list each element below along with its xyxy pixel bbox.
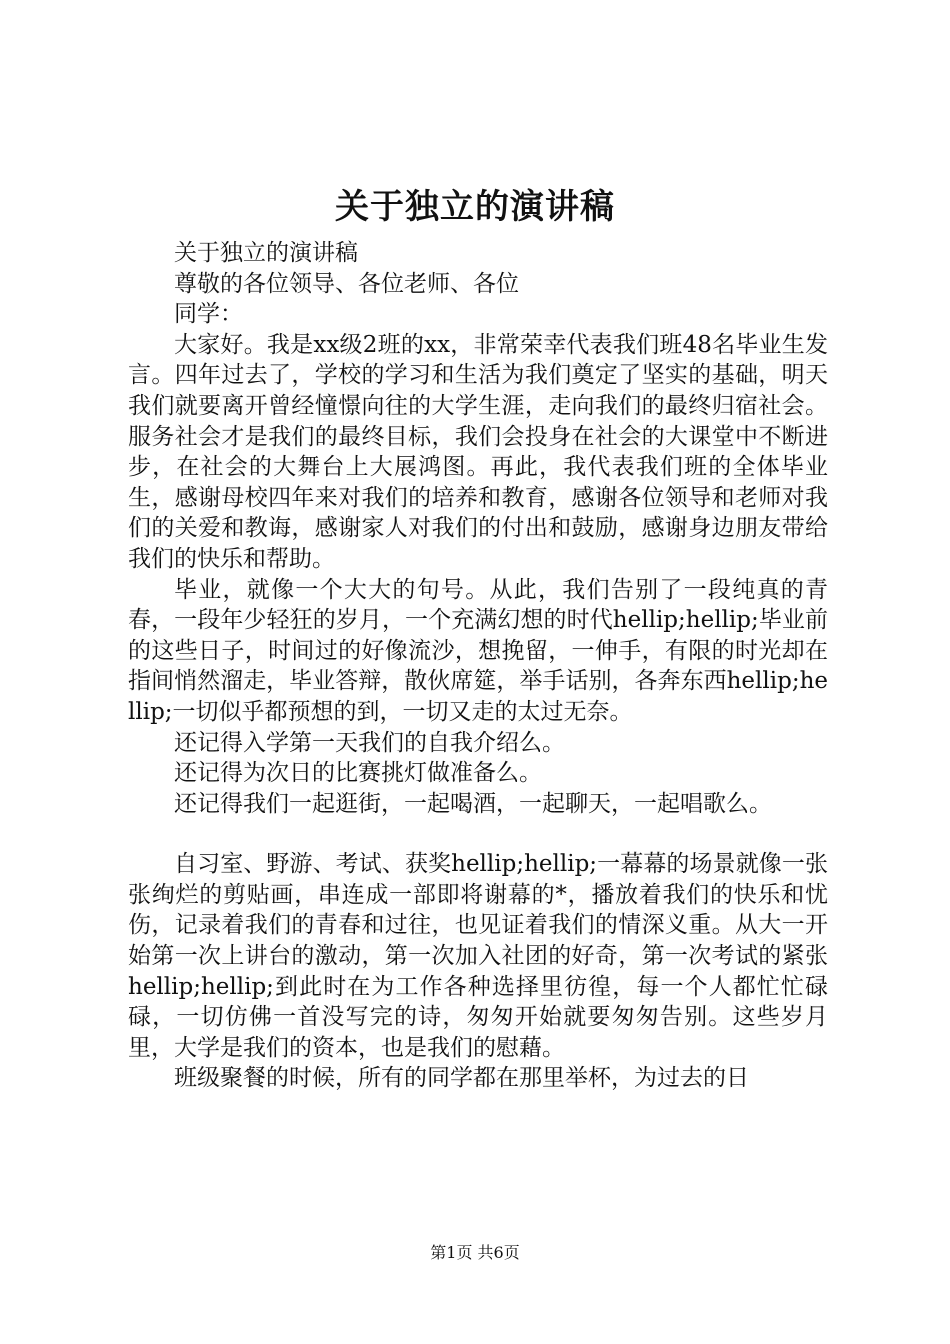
paragraph-class-dinner: 班级聚餐的时候，所有的同学都在那里举杯，为过去的日 [174, 1065, 749, 1092]
document-title: 关于独立的演讲稿 [335, 187, 615, 227]
document-body [128, 238, 828, 1094]
paragraph-graduation: 毕业，就像一个大大的句号。从此，我们告别了一段纯真的青春，一段年少轻狂的岁月，一个充满幻想的时代hellip;hellip;毕业前的这些日子，时间过的好像流沙，想挽留，一伸手，有限的时光却在指间悄然溜走，毕业答辩，散伙席筵，举手话别，各奔东西hellip;hellip;一切似乎都预想的到，一切又走的太过无奈。 [128, 576, 828, 725]
paragraph-study-room: 自习室、野游、考试、获奖hellip;hellip;一幕幕的场景就像一张张绚烂的剪贴画，串连成一部即将谢幕的*，播放着我们的快乐和忧伤，记录着我们的青春和过往，也见证着我们的情深义重。从大一开始第一次上讲台的激动，第一次加入社团的好奇，第一次考试的紧张hellip;hellip;到此时在为工作各种选择里彷徨，每一个人都忙忙碌碌，一切仿佛一首没写完的诗，匆匆开始就要匆匆告别。这些岁月里，大学是我们的资本，也是我们的慰藉。 [128, 851, 828, 1061]
paragraph-memory-1: 还记得入学第一天我们的自我介绍么。 [174, 729, 565, 756]
paragraph-greeting: 大家好。我是xx级2班的xx，非常荣幸代表我们班48名毕业生发言。四年过去了，学校的学习和生活为我们奠定了坚实的基础，明天我们就要离开曾经憧憬向往的大学生涯，走向我们的最终归宿社会。服务社会才是我们的最终目标，我们会投身在社会的大课堂中不断进步，在社会的大舞台上大展鸿图。再此，我代表我们班的全体毕业生，感谢母校四年来对我们的培养和教育，感谢各位领导和老师对我们的关爱和教诲，感谢家人对我们的付出和鼓励，感谢身边朋友带给我们的快乐和帮助。 [128, 331, 828, 572]
paragraph-salutation: 尊敬的各位领导、各位老师、各位 [174, 270, 519, 297]
paragraph-memory-3: 还记得我们一起逛街，一起喝酒，一起聊天，一起唱歌么。 [174, 790, 772, 817]
paragraph-salutation-end: 同学： [174, 301, 243, 328]
paragraph-heading-repeat: 关于独立的演讲稿 [174, 240, 358, 266]
paragraph-memory-2: 还记得为次日的比赛挑灯做准备么。 [174, 760, 542, 787]
page-number-footer: 第1页 共6页 [430, 1243, 520, 1262]
